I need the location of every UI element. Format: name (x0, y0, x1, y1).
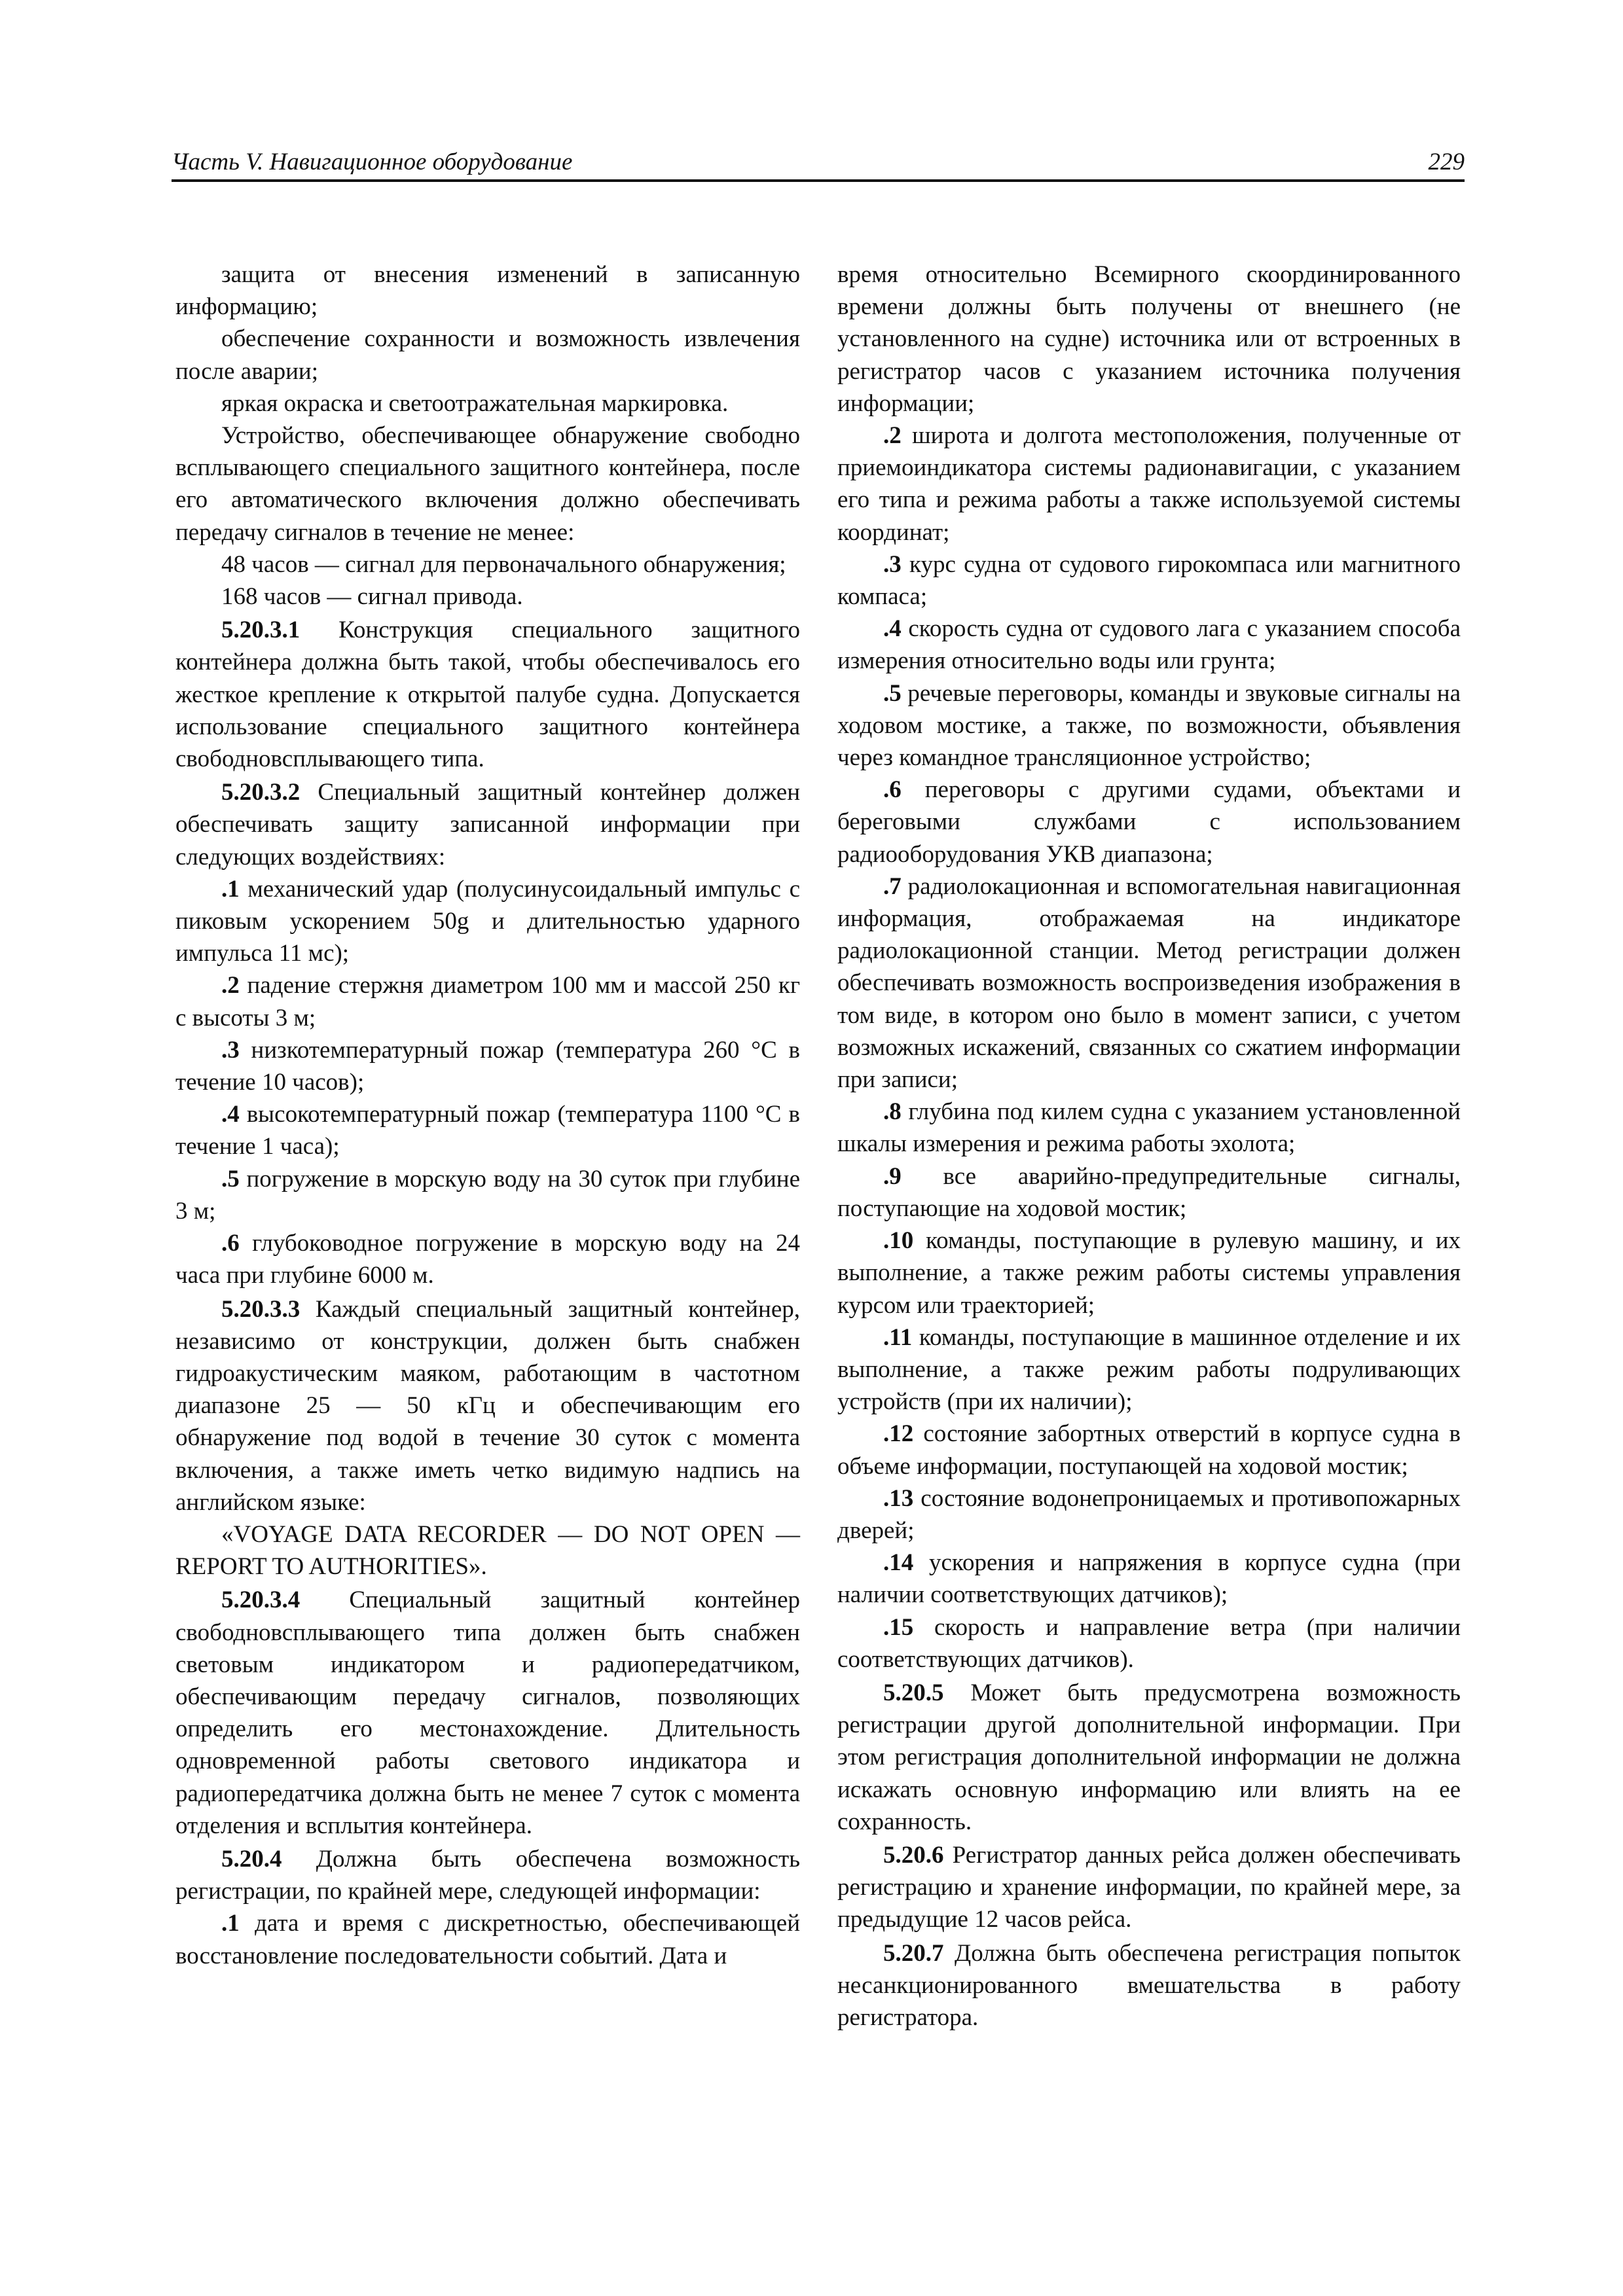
clause-number: .2 (221, 972, 240, 999)
page-header (172, 145, 1465, 182)
clause-number: 5.20.3.3 (221, 1295, 301, 1323)
clause-number: .4 (883, 615, 902, 643)
clause-number: .5 (883, 679, 902, 707)
clause-number: .6 (883, 776, 902, 804)
paragraph (175, 1098, 800, 1162)
paragraph (837, 259, 1461, 420)
paragraph (175, 420, 800, 548)
clause-number: .6 (221, 1230, 240, 1257)
paragraph (837, 774, 1461, 870)
paragraph (175, 873, 800, 970)
paragraph-text: высокотемпературный пожар (температура 1100 °С в течение 1 часа); (175, 1101, 800, 1160)
paragraph-text: 48 часов — сигнал для первоначального обнаружения; (221, 550, 786, 578)
right-column (837, 259, 1461, 2034)
paragraph (837, 613, 1461, 677)
paragraph (175, 1034, 800, 1098)
left-column (175, 259, 800, 1972)
clause-number: .9 (883, 1162, 902, 1190)
paragraph (175, 969, 800, 1033)
paragraph-text: погружение в морскую воду на 30 суток при глубине 3 м; (175, 1165, 800, 1225)
paragraph (175, 1907, 800, 1971)
paragraph (837, 677, 1461, 774)
paragraph-text: Устройство, обеспечивающее обнаружение свободно всплывающего специального защитного контейнера, после его автоматического включения должно обеспечивать передачу сигналов в течение не менее: (175, 422, 800, 546)
paragraph (175, 1163, 800, 1227)
paragraph-text: падение стержня диаметром 100 мм и массой 250 кг с высоты 3 м; (175, 972, 800, 1031)
paragraph (837, 1547, 1461, 1611)
paragraph (837, 1160, 1461, 1225)
paragraph (175, 1584, 800, 1842)
paragraph-text: «VOYAGE DATA RECORDER — DO NOT OPEN — REPORT TO AUTHORITIES». (175, 1520, 800, 1581)
clause-number: .11 (883, 1323, 913, 1351)
clause-number: .12 (883, 1420, 914, 1448)
paragraph-text: Должна быть обеспечена регистрация попыток несанкционированного вмешательства в работу регистратора. (837, 1939, 1461, 2031)
paragraph-text: время относительно Всемирного скоординированного времени должны быть получены от внешнего (не установленного на судне) источника или от встроенных в регистратор часов с указанием источника получения информации; (837, 261, 1461, 417)
paragraph (175, 581, 800, 613)
paragraph-text: скорость и направление ветра (при наличии соответствующих датчиков). (837, 1613, 1461, 1673)
paragraph (175, 259, 800, 323)
clause-number: 5.20.5 (883, 1679, 944, 1706)
paragraph (175, 1518, 800, 1583)
paragraph-text: Может быть предусмотрена возможность регистрации другой дополнительной информации. При этом регистрация дополнительной информации не должна искажать основную информацию или влиять на ее сохранность. (837, 1679, 1461, 1835)
clause-number: 5.20.4 (221, 1845, 282, 1873)
clause-number: 5.20.7 (883, 1939, 944, 1967)
paragraph-text: яркая окраска и светоотражательная маркировка. (221, 389, 729, 417)
paragraph-text: Каждый специальный защитный контейнер, независимо от конструкции, должен быть снабжен гидроакустическим маяком, работающим в частотном диапазоне 25 — 50 кГц и обеспечивающим его обнаружение под водой в течение 30 суток с момента включения, а также иметь четко видимую надпись на английском языке: (175, 1295, 800, 1516)
paragraph (175, 1227, 800, 1291)
paragraph-text: Регистратор данных рейса должен обеспечивать регистрацию и хранение информации, по крайней мере, за предыдущие 12 часов рейса. (837, 1841, 1461, 1933)
clause-number: 5.20.6 (883, 1841, 944, 1869)
clause-number: 5.20.3.2 (221, 779, 301, 806)
paragraph (837, 1677, 1461, 1838)
paragraph (837, 548, 1461, 613)
paragraph-text: Специальный защитный контейнер свободновсплывающего типа должен быть снабжен световым индикатором и радиопередатчиком, обеспечивающим передачу сигналов, позволяющих определить его местонахождение. Длительность одновременной работы светового индикатора и радиопередатчика должна быть не менее 7 суток с момента отделения и всплытия контейнера. (175, 1587, 800, 1839)
paragraph-text: глубина под килем судна с указанием установленной шкалы измерения и режима работы эхолота; (837, 1098, 1461, 1158)
clause-number: .13 (883, 1484, 914, 1512)
clause-number: .15 (883, 1613, 914, 1641)
paragraph (837, 1321, 1461, 1418)
paragraph-text: механический удар (полусинусоидальный импульс с пиковым ускорением 50g и длительностью ударного импульса 11 мс); (175, 875, 800, 967)
paragraph (837, 1839, 1461, 1936)
paragraph (837, 1418, 1461, 1482)
paragraph (837, 870, 1461, 1096)
paragraph (175, 548, 800, 581)
clause-number: .7 (883, 872, 902, 900)
paragraph-text: радиолокационная и вспомогательная навигационная информация, отображаемая на индикаторе радиолокационной станции. Метод регистрации должен обеспечивать возможность воспроизведения изображения в том виде, в котором оно было в момент записи, с учетом возможных искажений, связанных со сжатием информации при записи; (837, 872, 1461, 1094)
clause-number: 5.20.3.4 (221, 1587, 301, 1614)
paragraph-text: все аварийно-предупредительные сигналы, поступающие на ходовой мостик; (837, 1162, 1461, 1222)
paragraph-text: скорость судна от судового лага с указанием способа измерения относительно воды или грунта; (837, 615, 1461, 675)
paragraph-text: состояние забортных отверстий в корпусе судна в объеме информации, поступающей на ходовой мостик; (837, 1420, 1461, 1480)
clause-number: .3 (883, 550, 902, 578)
paragraph-text: Должна быть обеспечена возможность регистрации, по крайней мере, следующей информации: (175, 1845, 800, 1905)
paragraph-text: Конструкция специального защитного контейнера должна быть такой, чтобы обеспечивалось его жесткое крепление к открытой палубе судна. Допускается использование специального защитного контейнера свободновсплывающего типа. (175, 617, 800, 773)
paragraph-text: речевые переговоры, команды и звуковые сигналы на ходовом мостике, а также, по возможности, объявления через командное трансляционное устройство; (837, 679, 1461, 772)
paragraph-text: курс судна от судового гирокомпаса или магнитного компаса; (837, 550, 1461, 611)
paragraph-text: команды, поступающие в машинное отделение и их выполнение, а также режим работы подруливающих устройств (при их наличии); (837, 1323, 1461, 1416)
clause-number: .5 (221, 1165, 240, 1193)
paragraph-text: глубоководное погружение в морскую воду на 24 часа при глубине 6000 м. (175, 1230, 800, 1289)
clause-number: 5.20.3.1 (221, 617, 301, 644)
clause-number: .4 (221, 1101, 240, 1128)
paragraph (837, 420, 1461, 548)
paragraph-text: состояние водонепроницаемых и противопожарных дверей; (837, 1484, 1461, 1544)
clause-number: .1 (221, 1910, 240, 1937)
clause-number: .10 (883, 1227, 914, 1255)
paragraph-text: широта и долгота местоположения, полученные от приемоиндикатора системы радионавигации, с указанием его типа и режима работы а также используемой системы координат; (837, 422, 1461, 546)
paragraph (175, 614, 800, 775)
paragraph-text: низкотемпературный пожар (температура 260 °С в течение 10 часов); (175, 1036, 800, 1096)
paragraph-text: обеспечение сохранности и возможность извлечения после аварии; (175, 325, 800, 385)
clause-number: .14 (883, 1549, 914, 1577)
paragraph-text: 168 часов — сигнал привода. (221, 583, 523, 611)
page-number: 229 (1428, 149, 1465, 175)
paragraph-text: Специальный защитный контейнер должен обеспечивать защиту записанной информации при следующих воздействиях: (175, 779, 800, 870)
paragraph (175, 1843, 800, 1907)
paragraph-text: защита от внесения изменений в записанную информацию; (175, 261, 800, 321)
paragraph (837, 1225, 1461, 1321)
paragraph (837, 1482, 1461, 1547)
clause-number: .2 (883, 422, 902, 450)
paragraph (837, 1937, 1461, 2034)
paragraph (175, 1293, 800, 1518)
paragraph-text: дата и время с дискретностью, обеспечивающей восстановление последовательности событий. Дата и (175, 1910, 800, 1969)
paragraph-text: ускорения и напряжения в корпусе судна (при наличии соответствующих датчиков); (837, 1549, 1461, 1609)
running-title: Часть V. Навигационное оборудование (172, 149, 573, 175)
paragraph (837, 1611, 1461, 1676)
paragraph (175, 323, 800, 387)
paragraph-text: команды, поступающие в рулевую машину, и их выполнение, а также режим работы системы управления курсом или траекторией; (837, 1227, 1461, 1319)
paragraph (175, 776, 800, 873)
clause-number: .3 (221, 1036, 240, 1064)
clause-number: .1 (221, 875, 240, 903)
paragraph (175, 387, 800, 420)
paragraph (837, 1096, 1461, 1160)
paragraph-text: переговоры с другими судами, объектами и береговыми службами с использованием радиооборудования УКВ диапазона; (837, 776, 1461, 868)
clause-number: .8 (883, 1098, 902, 1126)
